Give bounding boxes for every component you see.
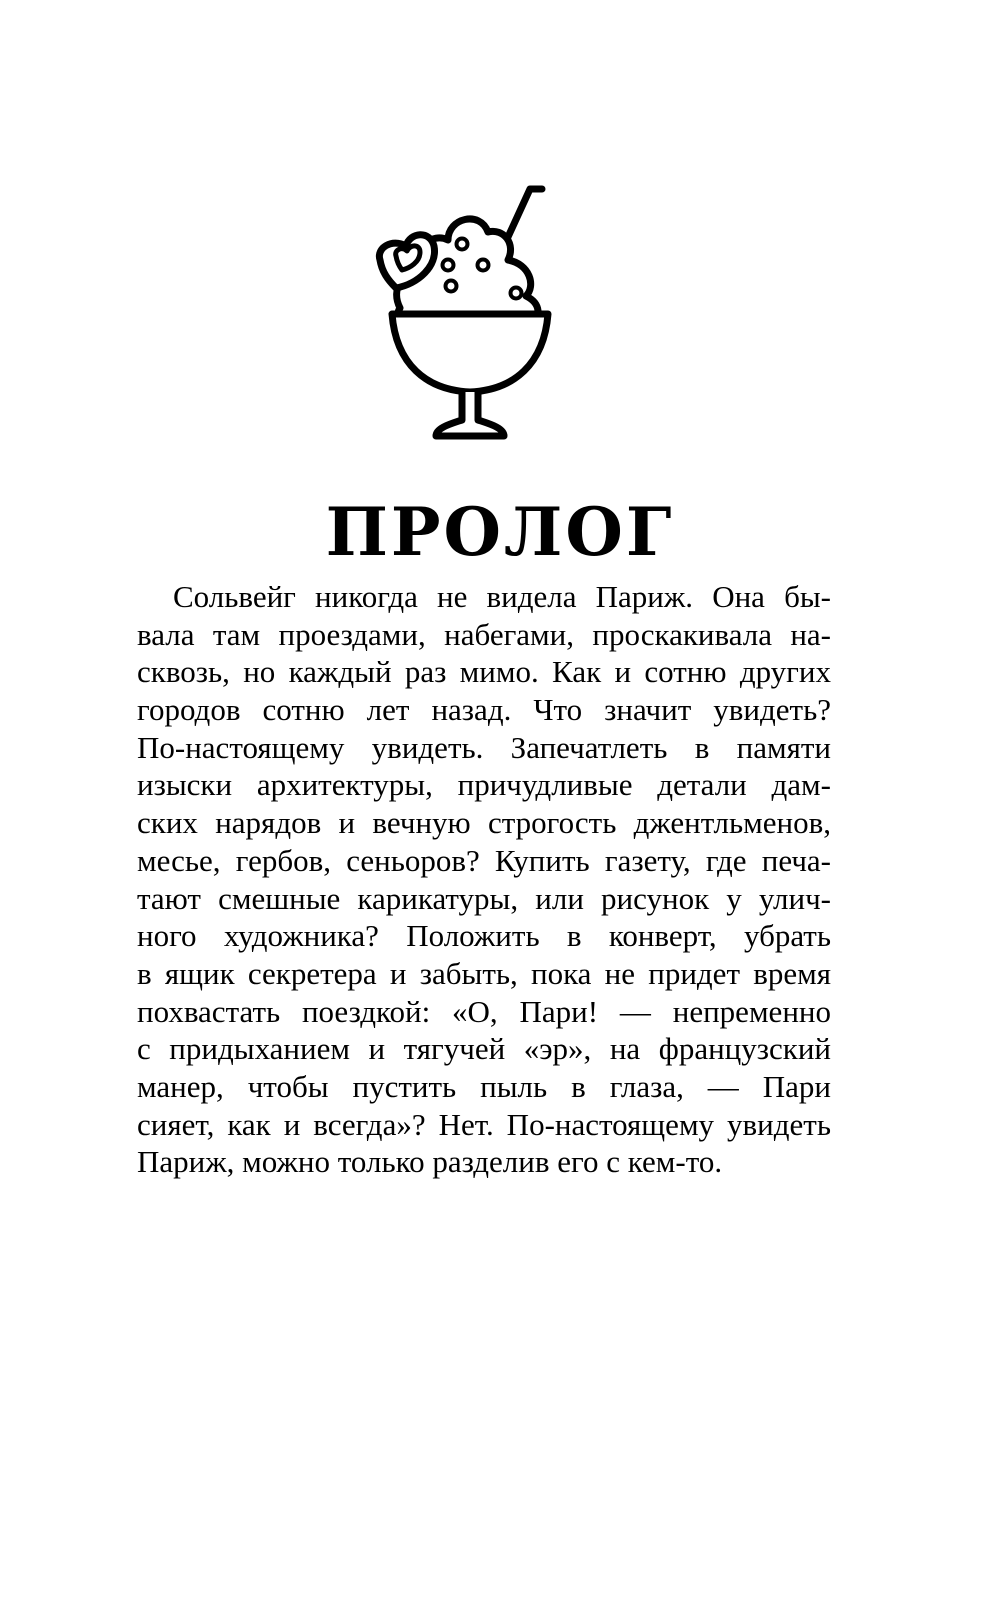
chapter-title: ПРОЛОГ (325, 493, 675, 571)
stem-shape (436, 392, 504, 436)
text-line: Париж, можно только разделив его с кем-то. (137, 1144, 723, 1180)
text-line: По-настоящему увидеть. Запечатлеть в памяти (137, 729, 831, 765)
text-line: похвастать поездкой: «О, Пари! — непременно (137, 993, 831, 1029)
text-line: ного художника? Положить в конверт, убрать (137, 918, 831, 954)
text-line: ских нарядов и вечную строгость джентльменов, (137, 805, 831, 841)
bowl-shape (392, 314, 548, 392)
text-line: сквозь, но каждый раз мимо. Как и сотню других (137, 654, 831, 690)
text-line: городов сотню лет назад. Что значит увидеть? (137, 692, 831, 728)
text-line: тают смешные карикатуры, или рисунок у улич- (137, 880, 831, 916)
text-line: манер, чтобы пустить пыль в глаза, — Пари (137, 1068, 831, 1104)
text-line: в ящик секретера и забыть, пока не придет время (137, 955, 831, 991)
text-line: Сольвейг никогда не видела Париж. Она бы- (173, 579, 831, 614)
text-line: с придыханием и тягучей «эр», на французский (137, 1031, 831, 1067)
text-line: изыски архитектуры, причудливые детали дам- (137, 767, 831, 803)
body-paragraph (137, 578, 831, 1181)
text-line: месье, гербов, сеньоров? Купить газету, где печа- (137, 842, 831, 878)
text-line: сияет, как и всегда»? Нет. По-настоящему увидеть (137, 1106, 831, 1142)
ice-cream-sundae-icon (370, 180, 570, 460)
text-line: вала там проездами, набегами, проскакивала на- (137, 616, 831, 652)
